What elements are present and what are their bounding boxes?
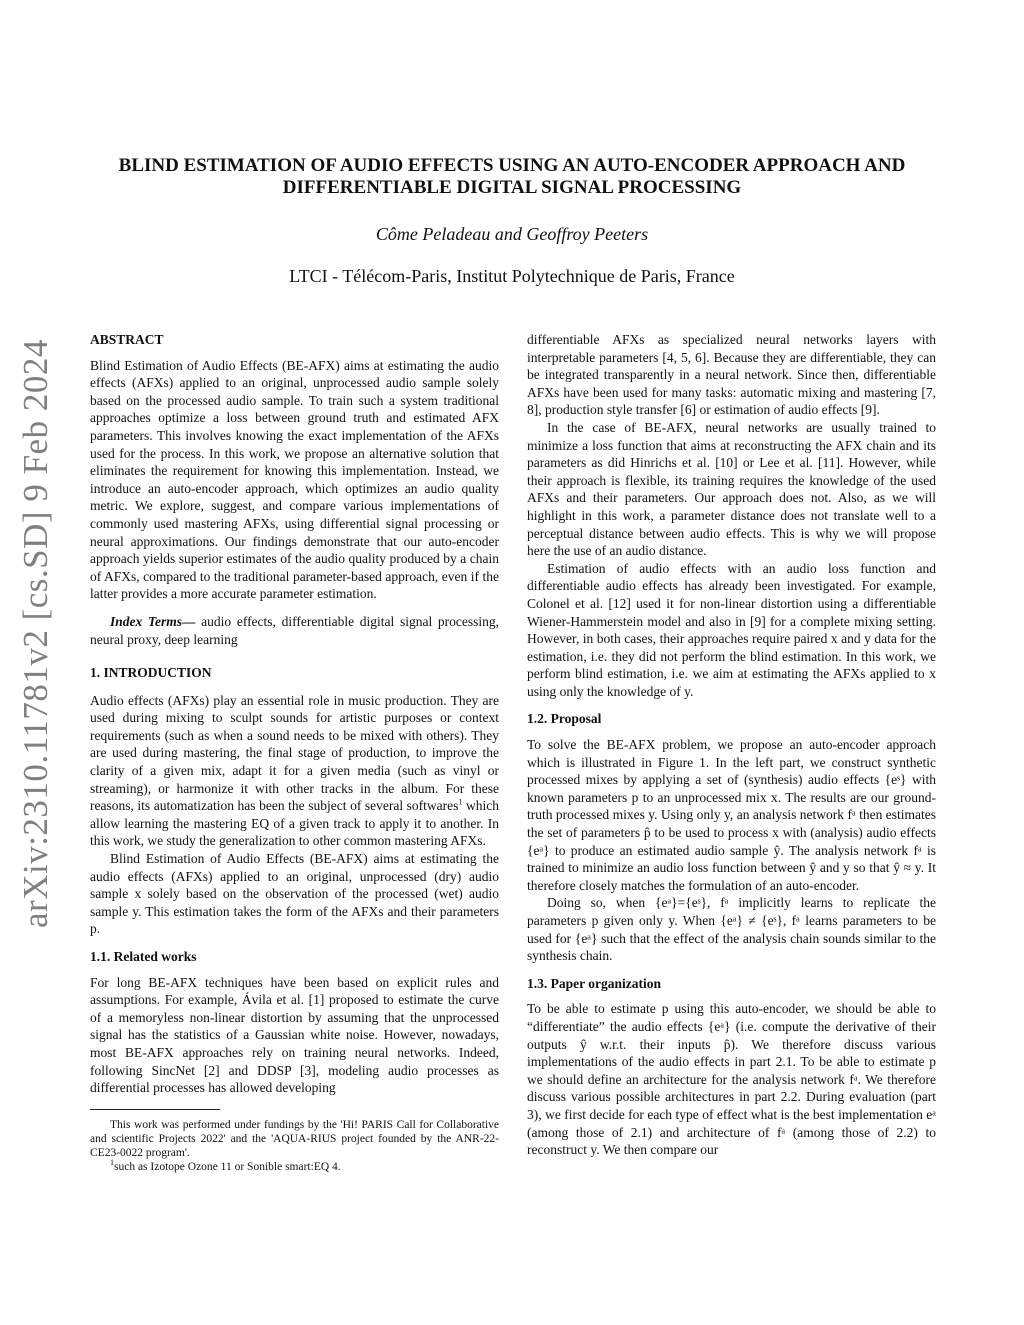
- right-paragraph-2: In the case of BE-AFX, neural networks are usually trained to minimize a loss function that aims at reconstructing the AFX chain and its parameters as did Hinrichs et al. [10] or Lee et al. [11]. However, while their approach is flexible, its training requires the knowledge of the used AFXs and their parameters. Our approach does not. Also, as we will highlight in this work, a parameter distance does not translate well to a perceptual distance between audio effects. This is why we will propose here the use of an audio distance.: [527, 419, 936, 559]
- footnote-1-mark: 1: [110, 1157, 114, 1167]
- index-terms-label: Index Terms—: [110, 613, 196, 629]
- footnote-divider: [90, 1109, 220, 1110]
- right-column: [527, 331, 936, 1159]
- footnote-ref-1[interactable]: 1: [458, 797, 463, 807]
- index-terms: [90, 613, 499, 648]
- footnote-funding: This work was performed under fundings by the 'Hi! PARIS Call for Collaborative and scientific Projects 2022' and the 'AQUA-RIUS project founded by the ANR-22-CE23-0022 program'.: [90, 1118, 499, 1159]
- abstract-heading: ABSTRACT: [90, 332, 164, 347]
- right-paragraph-1: differentiable AFXs as specialized neural networks layers with interpretable parameters [4, 5, 6]. Because they are differentiable, they can be integrated transparently in a neural network. Since then, differentiable AFXs have been used for many tasks: automatic mixing and mastering [7, 8], production style transfer [6] or estimation of audio effects [9].: [527, 332, 936, 418]
- related-works-paragraph: For long BE-AFX techniques have been based on explicit rules and assumptions. For example, Ávila et al. [1] proposed to estimate the curve of a memoryless non-linear distortion by assuming that the unprocessed signal has the statistics of a Gaussian white noise. However, nowadays, most BE-AFX approaches rely on training neural networks. Indeed, following SincNet [2] and DDSP [3], modeling audio processes as differential processes has allowed developing: [90, 974, 499, 1096]
- abstract-text: Blind Estimation of Audio Effects (BE-AFX) aims at estimating the audio effects (AFXs) applied to an original, unprocessed audio sample solely based on the processed audio sample. To train such a system traditional approaches optimize a loss between ground truth and estimated AFX parameters. This involves knowing the exact implementation of the AFXs used for the process. In this work, we propose an alternative solution that eliminates the requirement for knowing this implementation. Instead, we introduce an auto-encoder approach, which optimizes an audio quality metric. We explore, suggest, and compare various implementations of commonly used mastering AFXs, using differential signal processing or neural approximations. Our findings demonstrate that our auto-encoder approach yields superior estimates of the audio quality produced by a chain of AFXs, compared to the traditional parameter-based approach, even if the latter provides a more accurate parameter estimation.: [90, 357, 499, 602]
- proposal-paragraph-1: To solve the BE-AFX problem, we propose an auto-encoder approach which is illustrated in Figure 1. In the left part, we construct synthetic processed mixes by applying a set of (synthesis) audio effects {eˢ} with known parameters p to an unprocessed mix x. The results are our ground-truth processed mixes y. Using only y, an analysis network fᵃ then estimates the set of parameters p̂ to be used to process x with (analysis) audio effects {eᵃ} to produce an estimated audio sample ŷ. The analysis network fᵃ is trained to minimize an audio loss function between ŷ and y so that ŷ ≈ y. It therefore closely matches the formulation of an auto-encoder.: [527, 737, 936, 893]
- title-line-2: DIFFERENTIABLE DIGITAL SIGNAL PROCESSING: [282, 177, 742, 198]
- footnote-1: [90, 1157, 499, 1174]
- intro-p1-part-b: which allow learning the mastering EQ of a given track to apply it to another. In this work, we study the generalization to other common mastering AFXs.: [90, 798, 499, 849]
- proposal-paragraph-2: Doing so, when {eᵃ}={eˢ}, fᵃ implicitly learns to replicate the parameters p given only y. When {eᵃ} ≠ {eˢ}, fᵃ learns parameters to be used for {eᵃ} such that the effect of the analysis chain sounds similar to the synthesis chain.: [527, 895, 936, 964]
- proposal-heading: 1.2. Proposal: [527, 711, 602, 727]
- paper-organization-paragraph: To be able to estimate p using this auto-encoder, we should be able to “differentiate” the audio effects {eᵃ} (i.e. compute the derivative of their outputs ŷ w.r.t. their inputs p̂). We therefore discuss various implementations of the audio effects in part 2.1. To be able to estimate p we should define an architecture for the analysis network fᵃ. We therefore discuss various possible architectures in part 2.2. During evaluation (part 3), we first decide for each type of effect what is the best implementation eᵃ (among those of 2.1) and architecture of fᵃ (among those of 2.2) to reconstruct y. We then compare our: [527, 1001, 936, 1158]
- intro-paragraph-1: [90, 692, 499, 850]
- authors: Côme Peladeau and Geoffroy Peeters: [375, 224, 649, 244]
- affiliation: LTCI - Télécom-Paris, Institut Polytechnique de Paris, France: [289, 266, 735, 286]
- index-terms-text: audio effects, differentiable digital signal processing, neural proxy, deep learning: [90, 613, 499, 647]
- paper-title: [80, 155, 944, 199]
- footnote-1-text: such as Izotope Ozone 11 or Sonible smart:EQ 4.: [114, 1160, 341, 1173]
- arxiv-identifier[interactable]: arXiv:2310.11781v2 [cs.SD] 9 Feb 2024: [16, 339, 55, 928]
- intro-paragraph-2: Blind Estimation of Audio Effects (BE-AFX) aims at estimating the audio effects (AFXs) applied to an original, unprocessed (dry) audio sample x solely based on the observation of the processed (wet) audio sample y. This estimation takes the form of the AFXs and their parameters p.: [90, 851, 499, 937]
- paper-organization-heading: 1.3. Paper organization: [527, 975, 661, 991]
- intro-p1-part-a: Audio effects (AFXs) play an essential role in music production. They are used during mixing to sculpt sounds for artistic purposes or context requirements (such as when a sound needs to be mixed with others). They are used during mastering, the final stage of production, to improve the clarity of a given mix, adapt it for a given media (such as vinyl or streaming), or harmonize it with other tracks in the album. For these reasons, its automatization has been the subject of several softwares: [90, 692, 499, 814]
- right-paragraph-3: Estimation of audio effects with an audio loss function and differentiable audio effects has already been investigated. For example, Colonel et al. [12] used it for non-linear distortion using a differentiable Wiener-Hammerstein model and also in [9] for a complete mixing setting. However, in both cases, their approaches require paired x and y data for the estimation, i.e. they did not perform the blind estimation. In this work, we perform blind estimation, i.e. we aim at estimating the AFXs applied to x using only the knowledge of y.: [527, 560, 936, 699]
- introduction-heading: 1. INTRODUCTION: [90, 665, 212, 681]
- title-line-1: BLIND ESTIMATION OF AUDIO EFFECTS USING AN AUTO-ENCODER APPROACH AND: [118, 155, 906, 176]
- related-works-heading: 1.1. Related works: [90, 949, 197, 964]
- left-column: [90, 331, 499, 1174]
